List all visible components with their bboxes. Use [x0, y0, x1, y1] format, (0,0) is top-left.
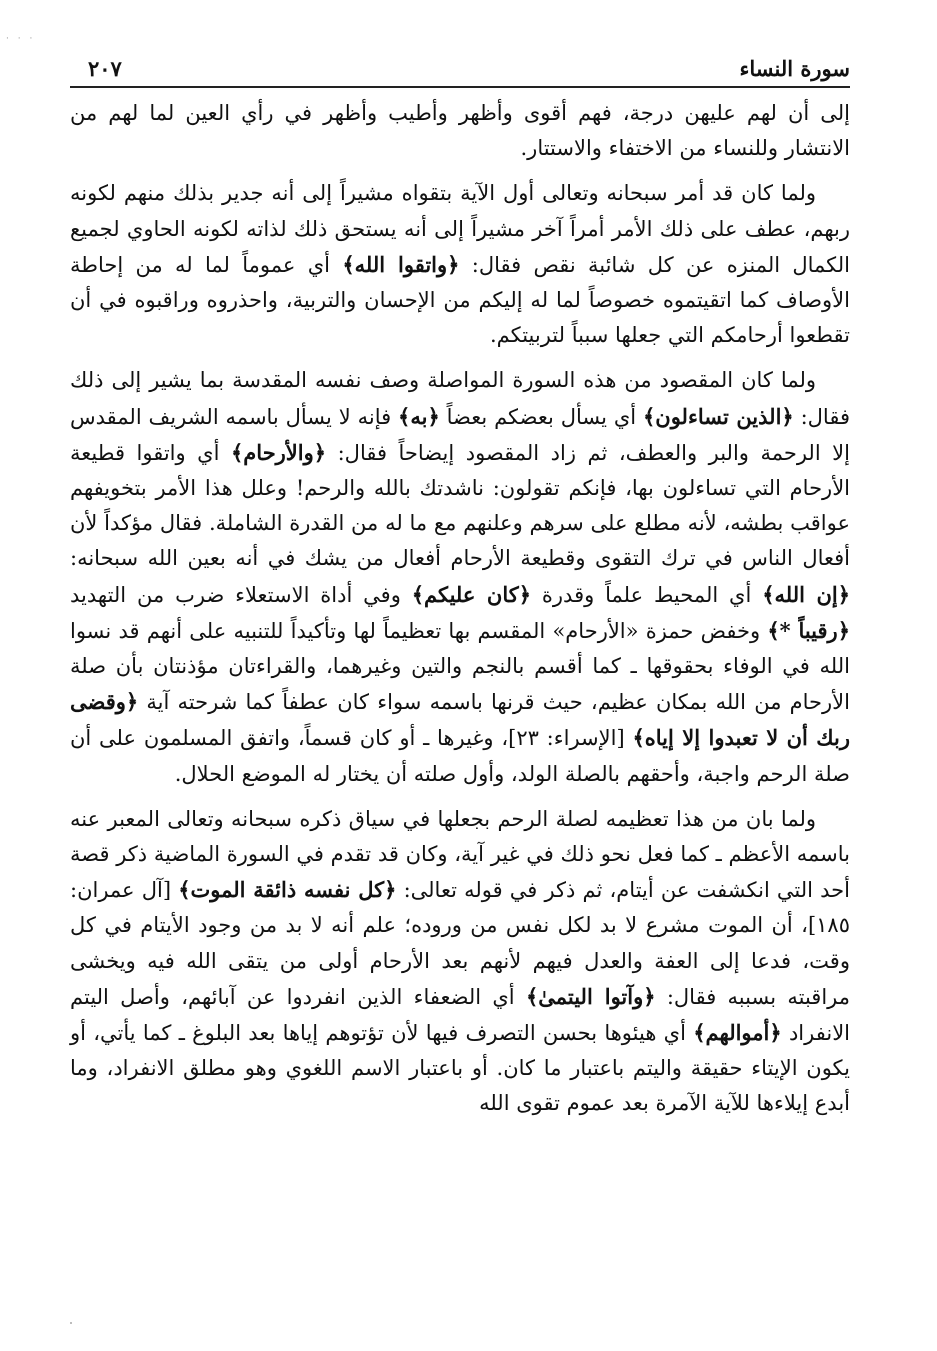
- body-text-run: فإنه لا يسأل باسمه الشريف المقدس إلا الرحمة والبر والعطف، ثم زاد المقصود إيضاحاً فقال:: [70, 404, 850, 465]
- body-text-run: أي الضعفاء الذين انفردوا عن آبائهم، وأصل اليتم الانفراد: [70, 984, 850, 1046]
- quran-quote: ﴿كان عليكم﴾: [411, 581, 532, 607]
- body-text-run: وفي أداة الاستعلاء ضرب من التهديد: [70, 582, 412, 607]
- body-text-run: ولما كان المقصود من هذه السورة المواصلة وصف نفسه المقدسة بما يشير إلى ذلك فقال:: [70, 368, 850, 429]
- body-text-run: [آل عمران: ١٨٥]، أن الموت مشرع لا بد لكل نفس من وروده؛ علم أنه لا بد من وجود الأيتام في كل وقت، فدعا إلى العفة والعدل فيهم لأنهم بعد الأرحام أولى من يتقى الله فيه ويخشى مراقبته بسببه فقال:: [70, 878, 850, 1009]
- quran-quote: ﴿أموالهم﴾: [693, 1020, 782, 1046]
- body-text-run: أي عموماً لما له من إحاطة الأوصاف كما اتقيتموه خصوصاً لما له إليكم من الإحسان والتربية، واحذروه وراقبوه في أن تقطعوا أرحامكم التي جعلها سبباً لتربيتكم.: [70, 252, 850, 348]
- quran-quote: ﴿رقيباً *﴾: [767, 617, 851, 643]
- body-text-run: إلى أن لهم عليهن درجة، فهم أقوى وأظهر وأطيب وأظهر في رأي العين لما لهم من الانتشار وللنساء من الاختفاء والاستتار.: [70, 101, 850, 161]
- body-text-run: أي المحيط علماً وقدرة: [531, 582, 763, 607]
- body-text-run: أي يسأل بعضكم بعضاً: [439, 404, 643, 429]
- paragraph: [70, 802, 850, 1122]
- paragraph: [70, 363, 850, 791]
- quran-quote: ﴿وقضى ربك أن لا تعبدوا إلا إياه﴾: [70, 689, 850, 751]
- scan-artifact: · · ·: [6, 34, 36, 44]
- page-number: ٢٠٧: [88, 56, 122, 81]
- quran-quote: ﴿به﴾: [398, 403, 440, 429]
- body-text-run: أي واتقوا قطيعة الأرحام التي تساءلون بها، فإنكم تقولون: ناشدتك بالله والرحم! وعلل هذا الأمر بتخويفهم عواقب بطشه، لأنه مطلع على سرهم وعلنهم مع ما له من القدرة الشاملة. فقال مؤكداً لأن أفعال الناس في ترك التقوى وقطيعة الأرحام أفعال من يشك في أنه بعين الله سبحانه:: [70, 440, 850, 571]
- running-header: [70, 52, 850, 88]
- book-page: [70, 52, 850, 1132]
- quran-quote: ﴿كل نفسه ذائقة الموت﴾: [178, 877, 397, 903]
- body-text-run: ولما بان من هذا تعظيمه لصلة الرحم بجعلها في سياق ذكره سبحانه وتعالى المعبر عنه باسمه الأعظم ـ كما فعل نحو ذلك في غير آية، وكان قد تقدم في السورة الماضية ذكر قصة أحد التي انكشفت عن أيتام، ثم ذكر في قوله تعالى:: [70, 806, 850, 903]
- body-text-run: ولما كان قد أمر سبحانه وتعالى أول الآية بتقواه مشيراً إلى أنه جدير بذلك منهم لكونه ربهم، عطف على ذلك الأمر أمراً آخر مشيراً إلى أنه يستحق ذلك لذاته لكونه الحاوي لجميع الكمال المنزه عن كل شائبة نقص فقال:: [70, 181, 851, 277]
- paragraph: [70, 96, 850, 166]
- page-body: [70, 96, 850, 1122]
- scan-artifact: [70, 1322, 72, 1324]
- quran-quote: ﴿والأرحام﴾: [230, 439, 327, 465]
- surah-title: سورة النساء: [739, 56, 850, 81]
- quran-quote: ﴿إن الله﴾: [762, 581, 851, 607]
- quran-quote: ﴿واتقوا الله﴾: [342, 251, 460, 277]
- body-text-run: [الإسراء: ٢٣]، وغيرها ـ أو كان قسماً، واتفق المسلمون على أن صلة الرحم واجبة، وأحقهم بالصلة الولد، وأول صلته أن يختار له الموضع الحلال.: [70, 726, 850, 786]
- paragraph: [70, 176, 850, 353]
- body-text-run: أي هيئوها بحسن التصرف فيها لأن تؤتوهم إياها بعد البلوغ ـ كما يأتي، أو يكون الإيتاء حقيقة واليتم باعتبار ما كان. أو باعتبار الاسم اللغوي وهو مطلق الانفراد، وما أبدع إيلاءها للآية الآمرة بعد عموم تقوى الله: [70, 1021, 850, 1116]
- quran-quote: ﴿الذين تساءلون﴾: [642, 403, 794, 429]
- body-text-run: وخفض حمزة «الأرحام» المقسم بها تعظيماً لها وتأكيداً للتنبيه على أنهم قد نسوا الله في الوفاء بحقوقها ـ كما أقسم بالنجم والتين وغيرهما، والقراءتان مؤذنتان بأن صلة الأرحام من الله بمكان عظيم، حيث قرنها باسمه سواء كان عطفاً كما شرحته آية: [70, 618, 850, 715]
- quran-quote: ﴿وآتوا اليتمىٰ﴾: [525, 983, 656, 1009]
